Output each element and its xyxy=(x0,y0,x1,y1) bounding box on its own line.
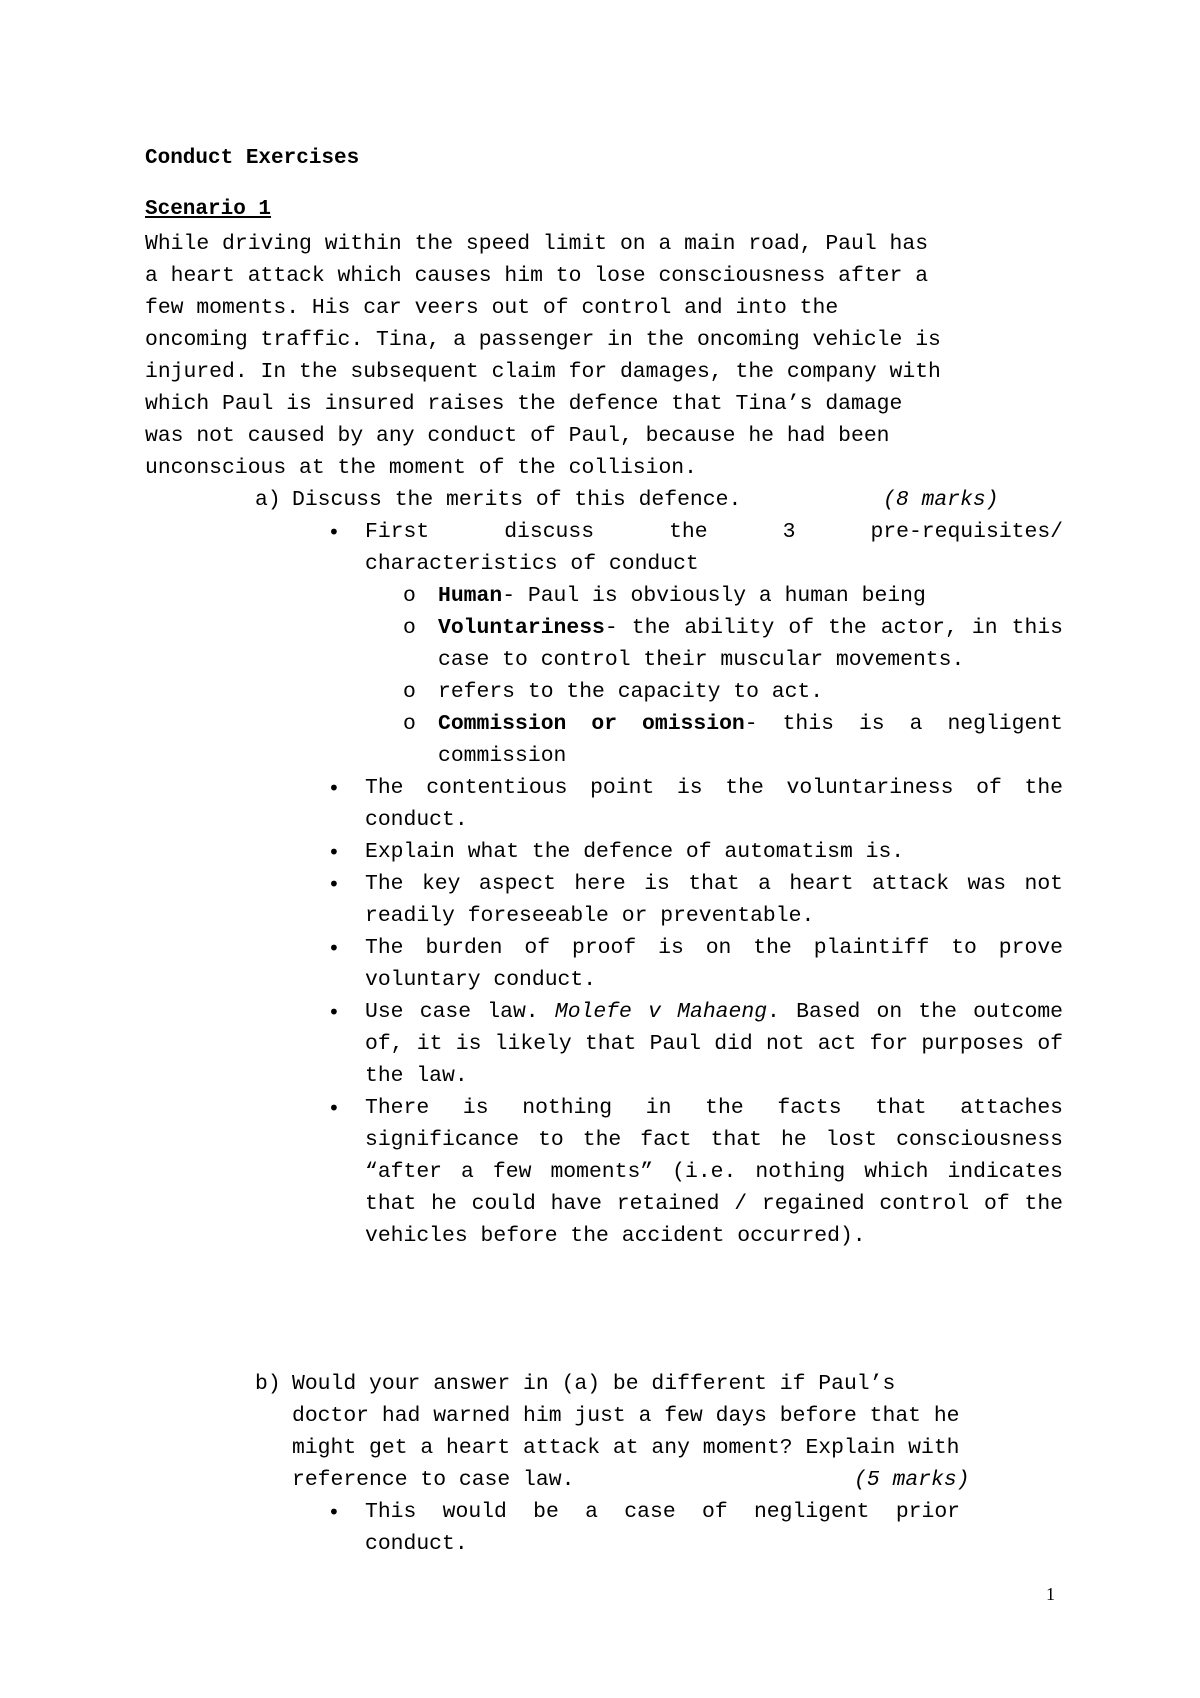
bullet-text: First discuss the 3 pre-requisites/ xyxy=(365,520,1063,544)
bullet-text: The key aspect here is that a heart attack was not readily foreseeable or preventable. xyxy=(365,872,1063,928)
bullet-text: characteristics of conduct xyxy=(365,552,699,576)
document-title: Conduct Exercises xyxy=(145,147,360,170)
list-item xyxy=(320,1092,1063,1252)
list-item xyxy=(320,996,1063,1092)
sublist-item xyxy=(393,580,1063,612)
term-text: - the ability of the actor, in this case to control their muscular movements. xyxy=(438,616,1063,672)
bullet-text: Use case law. xyxy=(365,1000,555,1024)
sublist-item xyxy=(393,708,1063,772)
sub-bullet-icon: o xyxy=(403,680,416,704)
question-b-text: Would your answer in (a) be different if Paul’s xyxy=(292,1372,896,1396)
term-label: Commission or omission xyxy=(438,712,745,736)
page-number: 1 xyxy=(1046,1584,1055,1604)
scenario-line: injured. In the subsequent claim for damages, the company with xyxy=(145,360,941,384)
question-b-answer-list xyxy=(320,1496,960,1560)
bullet-text: The contentious point is the voluntariness of the conduct. xyxy=(365,776,1063,832)
bullet-icon: • xyxy=(328,840,340,864)
bullet-icon: • xyxy=(328,520,340,544)
question-b-text: might get a heart attack at any moment? Explain with xyxy=(292,1436,960,1460)
question-b-letter: b) xyxy=(255,1372,281,1396)
question-b-marks: (5 marks) xyxy=(854,1468,970,1492)
bullet-icon: • xyxy=(328,776,340,800)
sublist-item xyxy=(393,612,1063,676)
sublist-item xyxy=(393,676,1063,708)
bullet-icon: • xyxy=(328,1000,340,1024)
scenario-line: oncoming traffic. Tina, a passenger in the oncoming vehicle is xyxy=(145,328,941,352)
scenario-line: was not caused by any conduct of Paul, because he had been xyxy=(145,424,890,448)
bullet-icon: • xyxy=(328,936,340,960)
list-item xyxy=(320,868,1063,932)
list-item xyxy=(320,836,1063,868)
scenario-line: few moments. His car veers out of control and into the xyxy=(145,296,839,320)
bullet-icon: • xyxy=(328,1096,340,1120)
list-item xyxy=(320,772,1063,836)
question-b-text: doctor had warned him just a few days before that he xyxy=(292,1404,960,1428)
term-label: Human xyxy=(438,584,503,608)
bullet-icon: • xyxy=(328,872,340,896)
bullet-icon: • xyxy=(328,1500,340,1524)
sub-bullet-icon: o xyxy=(403,712,416,736)
question-a-answer-list xyxy=(320,516,1063,1252)
term-label: Voluntariness xyxy=(438,616,605,640)
bullet-text: . Based on the outcome of, it is likely that Paul did not act for purposes of the law. xyxy=(365,1000,1063,1088)
scenario-line: a heart attack which causes him to lose consciousness after a xyxy=(145,264,929,288)
scenario-paragraph xyxy=(145,228,1065,484)
scenario-line: unconscious at the moment of the collision. xyxy=(145,456,697,480)
term-text: - this is a negligent commission xyxy=(438,712,1063,768)
sublist xyxy=(365,580,1063,772)
sub-bullet-icon: o xyxy=(403,616,416,640)
question-a-letter: a) xyxy=(255,488,281,512)
sub-bullet-icon: o xyxy=(403,584,416,608)
scenario-line: which Paul is insured raises the defence that Tina’s damage xyxy=(145,392,903,416)
term-text: refers to the capacity to act. xyxy=(438,680,824,704)
bullet-text: The burden of proof is on the plaintiff to prove voluntary conduct. xyxy=(365,936,1063,992)
bullet-text: There is nothing in the facts that attaches significance to the fact that he lost consciousness “after a few moments” (i.e. nothing which indicates that he could have retained / regained control of the vehicles before the accident occurred). xyxy=(365,1096,1063,1248)
list-item xyxy=(320,1496,960,1560)
term-text: - Paul is obviously a human being xyxy=(502,584,926,608)
question-b-text: reference to case law. xyxy=(292,1468,575,1492)
scenario-line: While driving within the speed limit on a main road, Paul has xyxy=(145,232,929,256)
list-item xyxy=(320,932,1063,996)
case-citation: Molefe v Mahaeng xyxy=(554,1000,768,1024)
question-a-marks: (8 marks) xyxy=(883,488,999,512)
bullet-text: This would be a case of negligent prior conduct. xyxy=(365,1500,960,1556)
question-a-text: Discuss the merits of this defence. xyxy=(292,488,742,512)
scenario-heading: Scenario 1 xyxy=(145,198,272,221)
bullet-text: Explain what the defence of automatism is. xyxy=(365,840,905,864)
list-item xyxy=(320,516,1063,772)
